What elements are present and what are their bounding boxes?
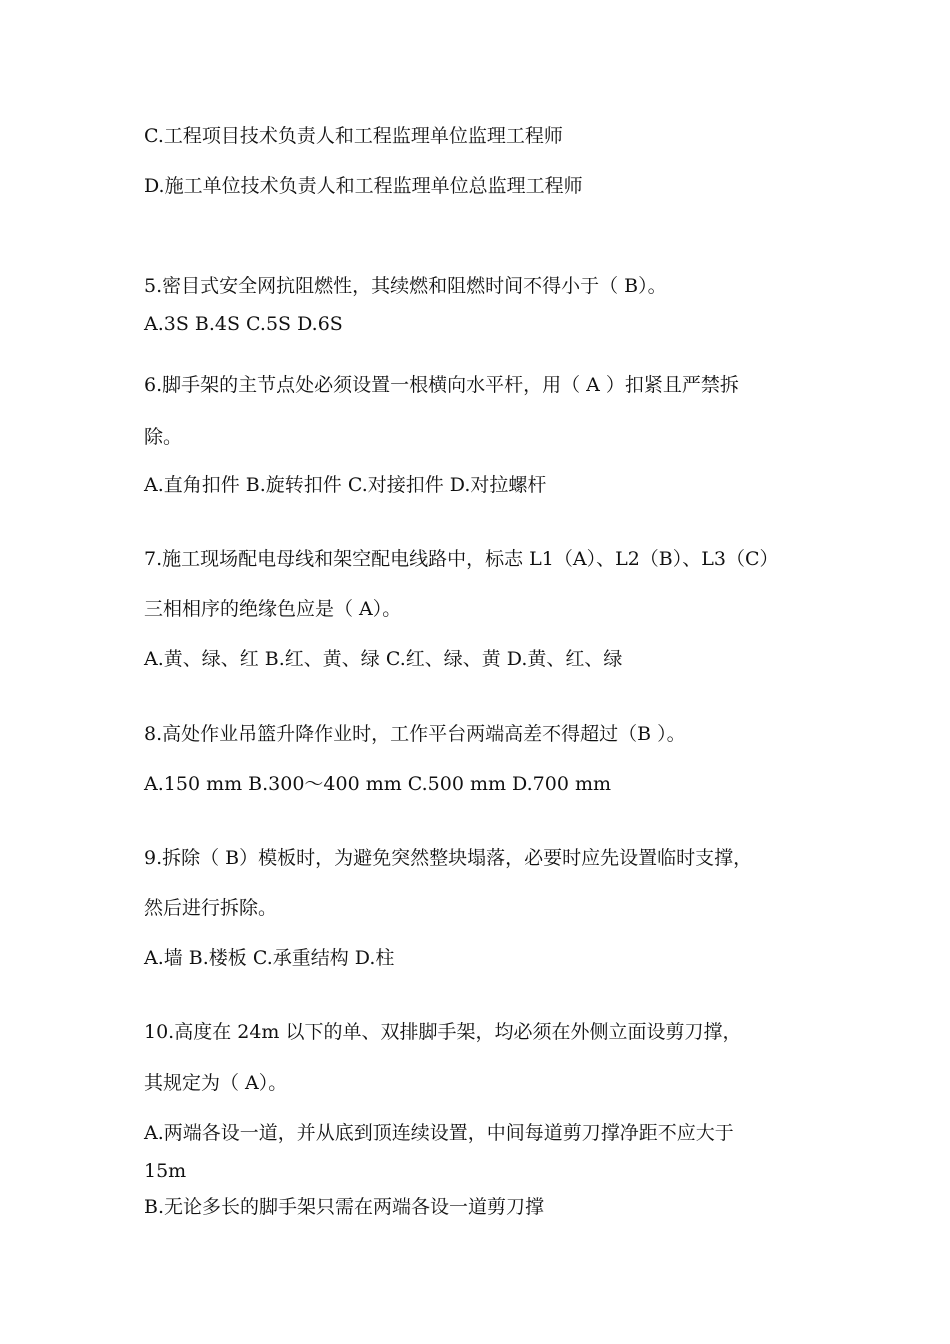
question-line: 8.高处作业吊篮升降作业时，工作平台两端高差不得超过（B ）。 xyxy=(144,723,686,745)
question-line: 除。 xyxy=(144,426,183,448)
question-line: 7.施工现场配电母线和架空配电线路中，标志 L1（A）、L2（B）、L3（C） xyxy=(144,548,779,570)
question-line: 6.脚手架的主节点处必须设置一根横向水平杆，用（ A ）扣紧且严禁拆 xyxy=(144,374,739,396)
question-line: 三相相序的绝缘色应是（ A）。 xyxy=(144,598,402,620)
option-line: 15m xyxy=(144,1160,187,1182)
question-line: 10.高度在 24m 以下的单、双排脚手架，均必须在外侧立面设剪刀撑， xyxy=(144,1021,742,1043)
option-line: A.黄、绿、红 B.红、黄、绿 C.红、绿、黄 D.黄、红、绿 xyxy=(144,648,623,670)
option-line: A.3S B.4S C.5S D.6S xyxy=(144,313,343,335)
question-line: 然后进行拆除。 xyxy=(144,897,278,919)
option-line: A.150 mm B.300～400 mm C.500 mm D.700 mm xyxy=(144,773,611,795)
option-line: C.工程项目技术负责人和工程监理单位监理工程师 xyxy=(144,125,563,147)
question-line: 5.密目式安全网抗阻燃性，其续燃和阻燃时间不得小于（ B）。 xyxy=(144,275,667,297)
question-line: 其规定为（ A）。 xyxy=(144,1072,288,1094)
option-line: A.两端各设一道，并从底到顶连续设置，中间每道剪刀撑净距不应大于 xyxy=(144,1122,734,1144)
option-line: A.墙 B.楼板 C.承重结构 D.柱 xyxy=(144,947,395,969)
question-line: 9.拆除（ B）模板时，为避免突然整块塌落，必要时应先设置临时支撑， xyxy=(144,847,753,869)
option-line: D.施工单位技术负责人和工程监理单位总监理工程师 xyxy=(144,175,583,197)
option-line: B.无论多长的脚手架只需在两端各设一道剪刀撑 xyxy=(144,1196,545,1218)
option-line: A.直角扣件 B.旋转扣件 C.对接扣件 D.对拉螺杆 xyxy=(144,474,547,496)
